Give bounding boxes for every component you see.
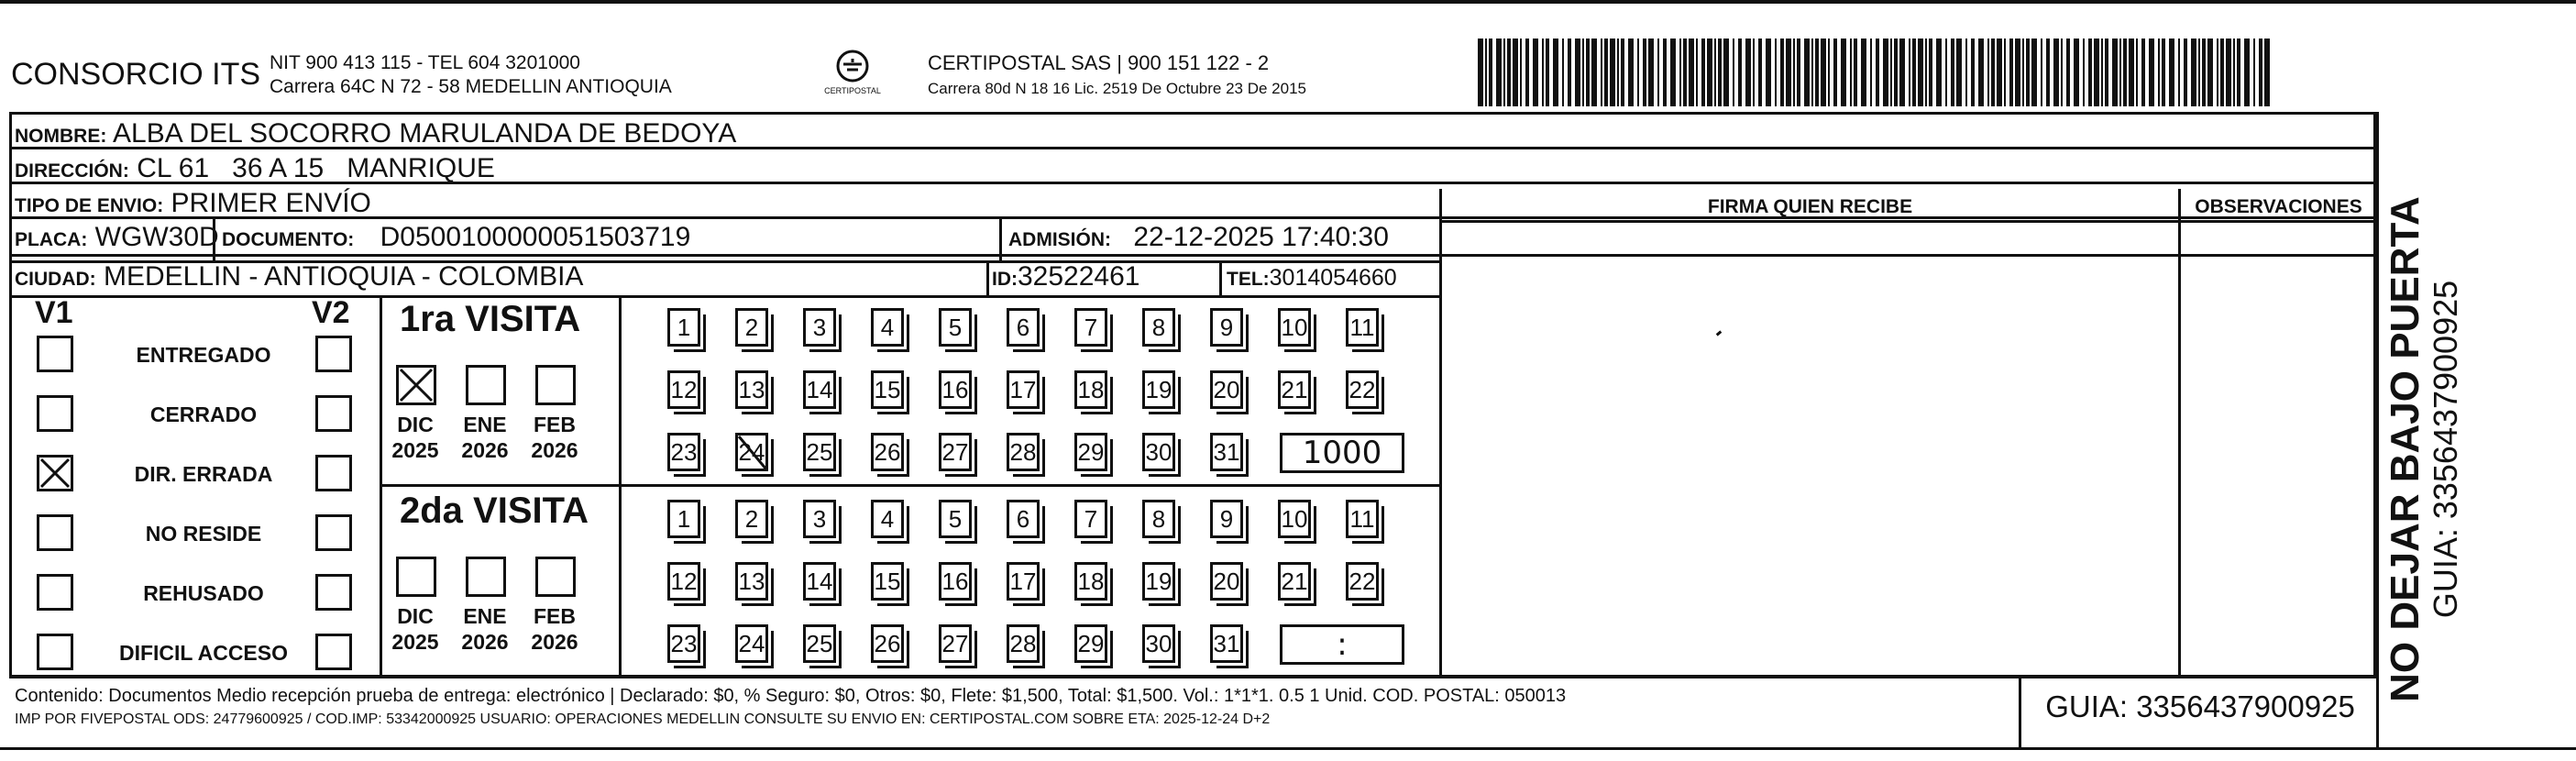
visit-title: 1ra VISITA xyxy=(400,299,581,339)
month-label: FEB xyxy=(534,604,576,628)
day-box[interactable]: 4 xyxy=(871,308,904,347)
month-year: 2026 xyxy=(461,630,509,654)
day-box[interactable]: 2 xyxy=(735,500,768,538)
v1-label: V1 xyxy=(35,295,73,330)
certipostal-name: CERTIPOSTAL SAS | 900 151 122 - 2 xyxy=(928,51,1270,74)
day-box[interactable]: 23 xyxy=(667,433,700,471)
v2-checkbox[interactable] xyxy=(315,514,352,551)
side-guia: GUIA: 3356437900925 xyxy=(2427,280,2464,619)
day-box[interactable]: 24 xyxy=(735,433,768,471)
day-box[interactable]: 24 xyxy=(735,624,768,663)
observaciones-header: OBSERVACIONES xyxy=(2195,196,2362,217)
month-year: 2026 xyxy=(531,630,578,654)
check-mark-icon xyxy=(736,434,769,472)
month-label: DIC xyxy=(397,604,434,628)
day-box[interactable]: 5 xyxy=(939,308,972,347)
company-address: Carrera 64C N 72 - 58 MEDELLIN ANTIOQUIA xyxy=(270,76,672,97)
day-box[interactable]: 31 xyxy=(1210,624,1243,663)
day-box[interactable]: 19 xyxy=(1142,562,1175,601)
v2-label: V2 xyxy=(312,295,350,330)
day-box[interactable]: 12 xyxy=(667,562,700,601)
documento-row xyxy=(222,216,690,261)
direccion-value: CL 61 36 A 15 MANRIQUE xyxy=(137,153,495,183)
month-label: ENE xyxy=(463,604,507,628)
direccion-label: DIRECCIÓN: xyxy=(15,160,129,182)
day-box[interactable]: 4 xyxy=(871,500,904,538)
day-box[interactable]: 21 xyxy=(1278,562,1311,601)
day-box[interactable]: 28 xyxy=(1007,433,1040,471)
day-box[interactable]: 1 xyxy=(667,308,700,347)
time-box[interactable]: : xyxy=(1280,624,1404,665)
v2-checkbox[interactable] xyxy=(315,395,352,432)
day-box[interactable]: 23 xyxy=(667,624,700,663)
check-mark-icon xyxy=(399,368,434,403)
placa-label: PLACA: xyxy=(15,229,88,250)
day-box[interactable]: 16 xyxy=(939,370,972,409)
top-edge xyxy=(0,0,2576,4)
certipostal-logo xyxy=(816,46,889,103)
footer-contenido: Contenido: Documentos Medio recepción prueba de entrega: electrónico | Declarado: $0, % Seguro: $0, Otros: $0, Flete: $1,500, Total: $1,500. Vol.: 1*1*1. 0.5 1 Unid. COD. POSTAL: 050013 xyxy=(15,686,1567,706)
footer-guia: GUIA: 3356437900925 xyxy=(2045,689,2355,723)
day-box[interactable]: 27 xyxy=(939,624,972,663)
check-mark-icon xyxy=(39,458,71,489)
day-box[interactable]: 10 xyxy=(1278,308,1311,347)
month-checkbox[interactable] xyxy=(535,365,576,405)
v2-checkbox[interactable] xyxy=(315,634,352,670)
day-box[interactable]: 5 xyxy=(939,500,972,538)
day-box[interactable]: 25 xyxy=(803,624,836,663)
admision-label: ADMISIÓN: xyxy=(1008,229,1111,250)
day-box[interactable]: 29 xyxy=(1074,624,1107,663)
month-checkbox[interactable] xyxy=(466,365,506,405)
day-box[interactable]: 1 xyxy=(667,500,700,538)
day-box[interactable]: 26 xyxy=(871,433,904,471)
day-box[interactable]: 12 xyxy=(667,370,700,409)
tipo-label: TIPO DE ENVIO: xyxy=(15,195,164,216)
v1-checkbox[interactable] xyxy=(37,336,73,372)
status-label: NO RESIDE xyxy=(145,522,262,546)
v2-checkbox[interactable] xyxy=(315,336,352,372)
ciudad-value: MEDELLIN - ANTIOQUIA - COLOMBIA xyxy=(104,261,584,292)
day-box[interactable]: 2 xyxy=(735,308,768,347)
month-year: 2026 xyxy=(531,438,578,462)
month-label: DIC xyxy=(397,413,434,436)
ciudad-label: CIUDAD: xyxy=(15,269,96,290)
day-box[interactable]: 13 xyxy=(735,562,768,601)
day-box[interactable]: 19 xyxy=(1142,370,1175,409)
v2-checkbox[interactable] xyxy=(315,574,352,611)
day-box[interactable]: 30 xyxy=(1142,433,1175,471)
placa-value: WGW30D xyxy=(94,222,219,252)
day-box[interactable]: 7 xyxy=(1074,308,1107,347)
day-box[interactable]: 17 xyxy=(1007,370,1040,409)
v2-checkbox[interactable] xyxy=(315,455,352,491)
day-box[interactable]: 20 xyxy=(1210,562,1243,601)
status-label: ENTREGADO xyxy=(136,343,271,367)
status-label: CERRADO xyxy=(149,403,258,426)
id-value: 32522461 xyxy=(1018,261,1140,292)
day-box[interactable]: 6 xyxy=(1007,308,1040,347)
id-label: ID: xyxy=(992,269,1018,290)
day-box[interactable]: 11 xyxy=(1346,308,1379,347)
tel-row xyxy=(1227,257,1397,300)
status-label: DIFICIL ACCESO xyxy=(118,641,288,665)
day-box[interactable]: 20 xyxy=(1210,370,1243,409)
day-box[interactable]: 31 xyxy=(1210,433,1243,471)
day-box[interactable]: 6 xyxy=(1007,500,1040,538)
id-row xyxy=(992,257,1139,300)
tipo-value: PRIMER ENVÍO xyxy=(171,188,371,218)
bottom-edge xyxy=(0,747,2576,750)
day-box[interactable]: 10 xyxy=(1278,500,1311,538)
admision-value: 22-12-2025 17:40:30 xyxy=(1133,222,1389,252)
no-dejar-bajo-puerta: NO DEJAR BAJO PUERTA xyxy=(2383,196,2427,702)
day-box[interactable]: 18 xyxy=(1074,562,1107,601)
v1-checkbox[interactable] xyxy=(37,455,73,491)
day-box[interactable]: 18 xyxy=(1074,370,1107,409)
footer-imp: IMP POR FIVEPOSTAL ODS: 24779600925 / COD.IMP: 53342000925 USUARIO: OPERACIONES MEDELLIN CONSULTE SU ENVIO EN: CERTIPOSTAL.COM SOBRE ETA: 2025-12-24 D+2 xyxy=(15,711,1271,727)
tel-label: TEL: xyxy=(1227,269,1270,290)
documento-label: DOCUMENTO: xyxy=(222,229,355,250)
day-box[interactable]: 7 xyxy=(1074,500,1107,538)
visit-title: 2da VISITA xyxy=(400,491,589,531)
month-checkbox[interactable] xyxy=(535,557,576,597)
month-label: ENE xyxy=(463,413,507,436)
time-box[interactable]: 1000 xyxy=(1280,433,1404,473)
day-box[interactable]: 16 xyxy=(939,562,972,601)
month-year: 2025 xyxy=(391,630,439,654)
v1-checkbox[interactable] xyxy=(37,574,73,611)
day-box[interactable]: 15 xyxy=(871,370,904,409)
month-checkbox[interactable] xyxy=(466,557,506,597)
day-box[interactable]: 9 xyxy=(1210,500,1243,538)
day-box[interactable]: 15 xyxy=(871,562,904,601)
tel-value: 3014054660 xyxy=(1269,265,1397,291)
status-label: REHUSADO xyxy=(143,581,264,605)
v1-checkbox[interactable] xyxy=(37,634,73,670)
barcode xyxy=(1478,39,2273,106)
day-box[interactable]: 21 xyxy=(1278,370,1311,409)
v1-checkbox[interactable] xyxy=(37,514,73,551)
day-box[interactable]: 11 xyxy=(1346,500,1379,538)
month-year: 2026 xyxy=(461,438,509,462)
day-box[interactable]: 30 xyxy=(1142,624,1175,663)
day-box[interactable]: 8 xyxy=(1142,308,1175,347)
certipostal-address: Carrera 80d N 18 16 Lic. 2519 De Octubre 23 De 2015 xyxy=(928,80,1306,97)
day-box[interactable]: 8 xyxy=(1142,500,1175,538)
admision-row xyxy=(1008,216,1389,261)
v1-checkbox[interactable] xyxy=(37,395,73,432)
day-box[interactable]: 28 xyxy=(1007,624,1040,663)
placa-row xyxy=(15,216,219,261)
nombre-label: NOMBRE: xyxy=(15,126,107,147)
day-box[interactable]: 26 xyxy=(871,624,904,663)
day-box[interactable]: 25 xyxy=(803,433,836,471)
day-box[interactable]: 14 xyxy=(803,370,836,409)
company-nit: NIT 900 413 115 - TEL 604 3201000 xyxy=(270,52,580,73)
month-checkbox[interactable] xyxy=(396,365,436,405)
day-box[interactable]: 29 xyxy=(1074,433,1107,471)
status-label: DIR. ERRADA xyxy=(134,462,273,486)
day-box[interactable]: 27 xyxy=(939,433,972,471)
day-box[interactable]: 17 xyxy=(1007,562,1040,601)
day-box[interactable]: 3 xyxy=(803,500,836,538)
firma-header: FIRMA QUIEN RECIBE xyxy=(1707,196,1913,217)
day-box[interactable]: 14 xyxy=(803,562,836,601)
logo-text: CERTIPOSTAL xyxy=(824,86,881,95)
day-box[interactable]: 9 xyxy=(1210,308,1243,347)
side-text xyxy=(2383,147,2464,752)
nombre-value: ALBA DEL SOCORRO MARULANDA DE BEDOYA xyxy=(113,118,737,149)
day-box[interactable]: 3 xyxy=(803,308,836,347)
day-box[interactable]: 22 xyxy=(1346,370,1379,409)
day-box[interactable]: 13 xyxy=(735,370,768,409)
documento-value: D0500100000051503719 xyxy=(380,222,691,252)
day-box[interactable]: 22 xyxy=(1346,562,1379,601)
month-year: 2025 xyxy=(391,438,439,462)
month-checkbox[interactable] xyxy=(396,557,436,597)
company-name: CONSORCIO ITS xyxy=(11,57,261,92)
ciudad-row xyxy=(15,257,583,300)
month-label: FEB xyxy=(534,413,576,436)
